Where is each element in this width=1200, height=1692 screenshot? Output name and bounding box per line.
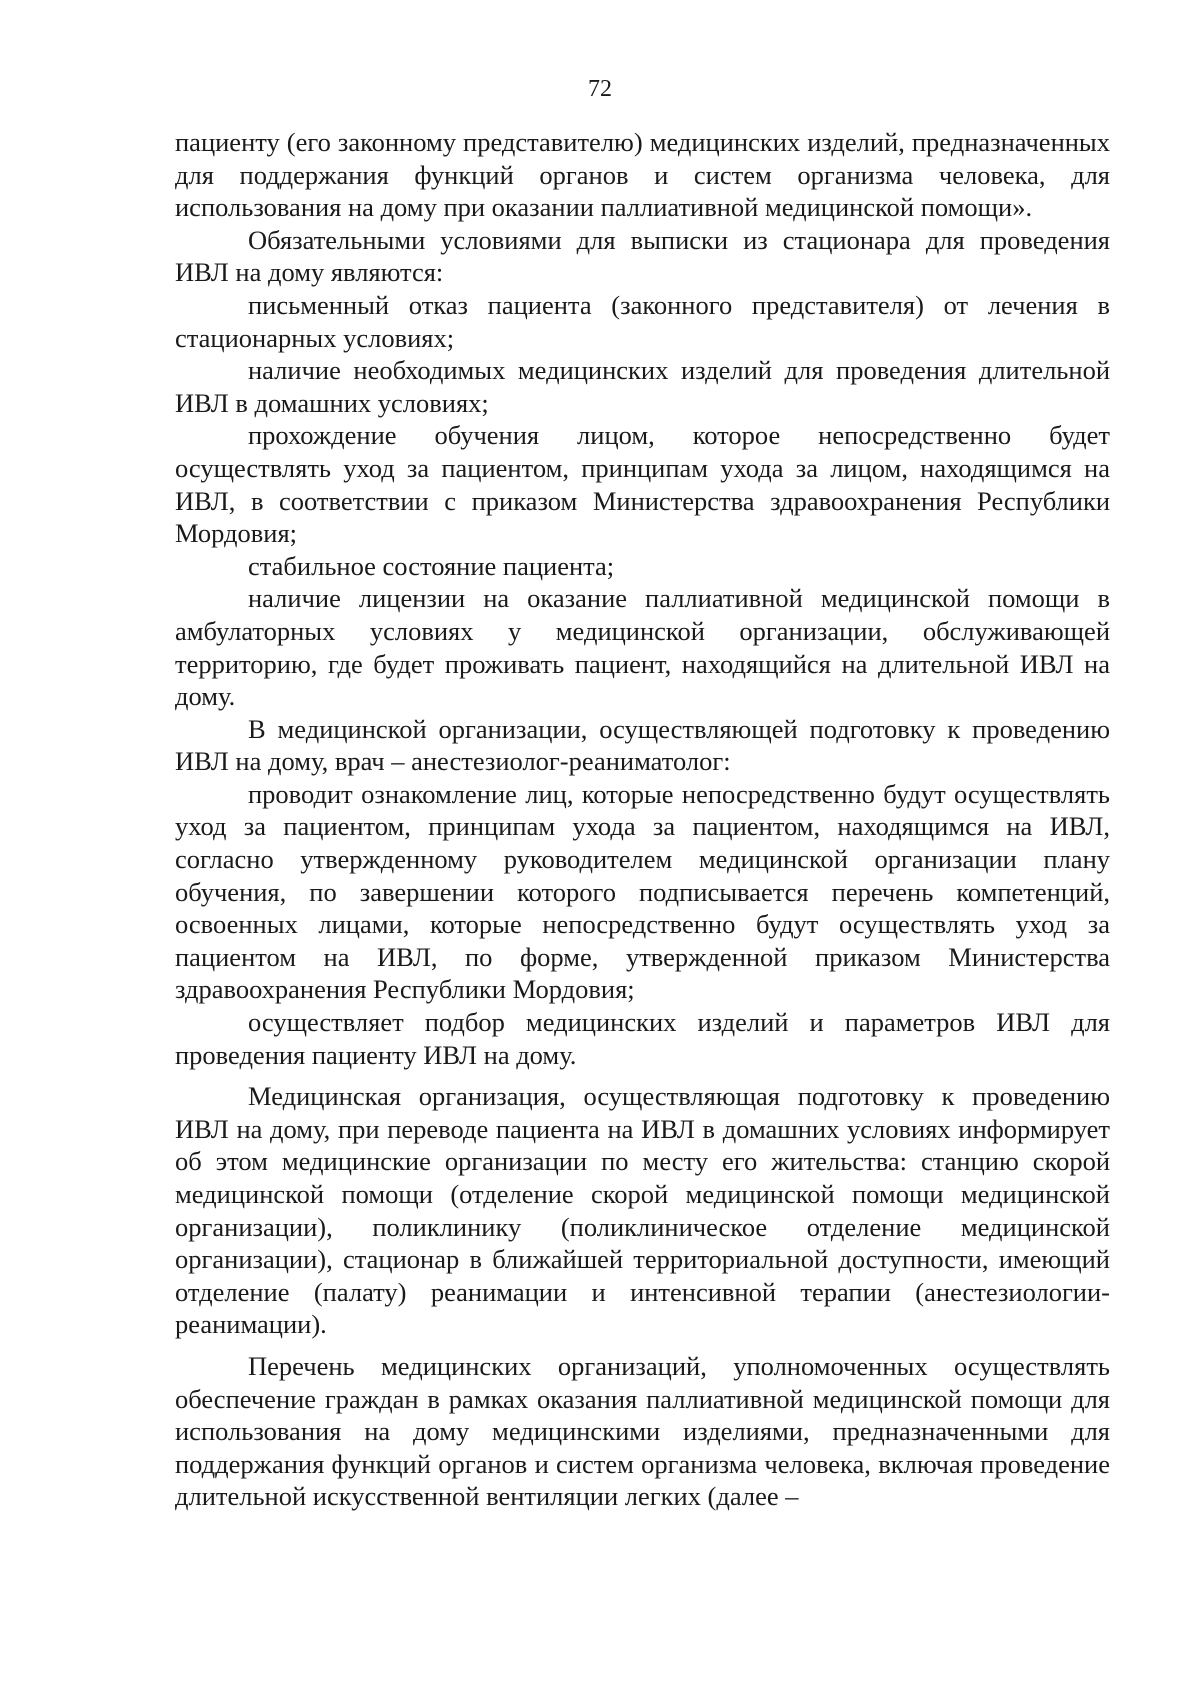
paragraph-stable-condition: стабильное состояние пациента; xyxy=(248,550,615,581)
paragraph-medical-devices: наличие необходимых медицинских изделий для проведения длительной ИВЛ в домашних условиях; xyxy=(175,355,1110,418)
paragraph-license: наличие лицензии на оказание паллиативной медицинской помощи в амбулаторных условиях у медицинской организации, обслуживающей территорию, где будет проживать пациент, находящийся на длительной ИВЛ на дому. xyxy=(175,583,1110,712)
paragraph-organization-list: Перечень медицинских организаций, уполномоченных осуществлять обеспечение граждан в рамках оказания паллиативной медицинской помощи для использования на дому медицинскими изделиями, предназначенными для поддержания функций органов и систем организма человека, включая проведение длительной искусственной вентиляции легких (далее – xyxy=(175,1350,1110,1512)
paragraph-device-selection: осуществляет подбор медицинских изделий и параметров ИВЛ для проведения пациенту ИВЛ на дому. xyxy=(175,1007,1110,1070)
paragraph-anesthesiologist: В медицинской организации, осуществляющей подготовку к проведению ИВЛ на дому, врач – анестезиолог-реаниматолог: xyxy=(175,713,1110,777)
page-number: 72 xyxy=(588,76,612,102)
paragraph-mandatory-conditions: Обязательными условиями для выписки из стационара для проведения ИВЛ на дому являются: xyxy=(175,224,1110,288)
paragraph-familiarization: проводит ознакомление лиц, которые непосредственно будут осуществлять уход за пациентом, принципам ухода за пациентом, находящимся на ИВЛ, согласно утвержденному руководителем медицинской организации плану обучения, по завершении которого подписывается перечень компетенций, освоенных лицами, которые непосредственно будут осуществлять уход за пациентом на ИВЛ, по форме, утвержденной приказом Министерства здравоохранения Республики Мордовия; xyxy=(175,778,1110,1005)
paragraph-written-refusal: письменный отказ пациента (законного представителя) от лечения в стационарных условиях; xyxy=(175,289,1110,353)
paragraph-continuation: пациенту (его законному представителю) медицинских изделий, предназначенных для поддержания функций органов и систем организма человека, для использования на дому при оказании паллиативной медицинской помощи». xyxy=(175,127,1110,223)
document-body xyxy=(175,126,1110,1513)
paragraph-informing: Медицинская организация, осуществляющая подготовку к проведению ИВЛ на дому, при переводе пациента на ИВЛ в домашних условиях информирует об этом медицинские организации по месту его жительства: станцию скорой медицинской помощи (отделение скорой медицинской помощи медицинской организации), поликлинику (поликлиническое отделение медицинской организации), стационар в ближайшей территориальной доступности, имеющий отделение (палату) реанимации и интенсивной терапии (анестезиологии-реанимации). xyxy=(175,1081,1110,1340)
paragraph-training: прохождение обучения лицом, которое непосредственно будет осуществлять уход за пациентом, принципам ухода за лицом, находящимся на ИВЛ, в соответствии с приказом Министерства здравоохранения Республики Мордовия; xyxy=(175,420,1110,549)
